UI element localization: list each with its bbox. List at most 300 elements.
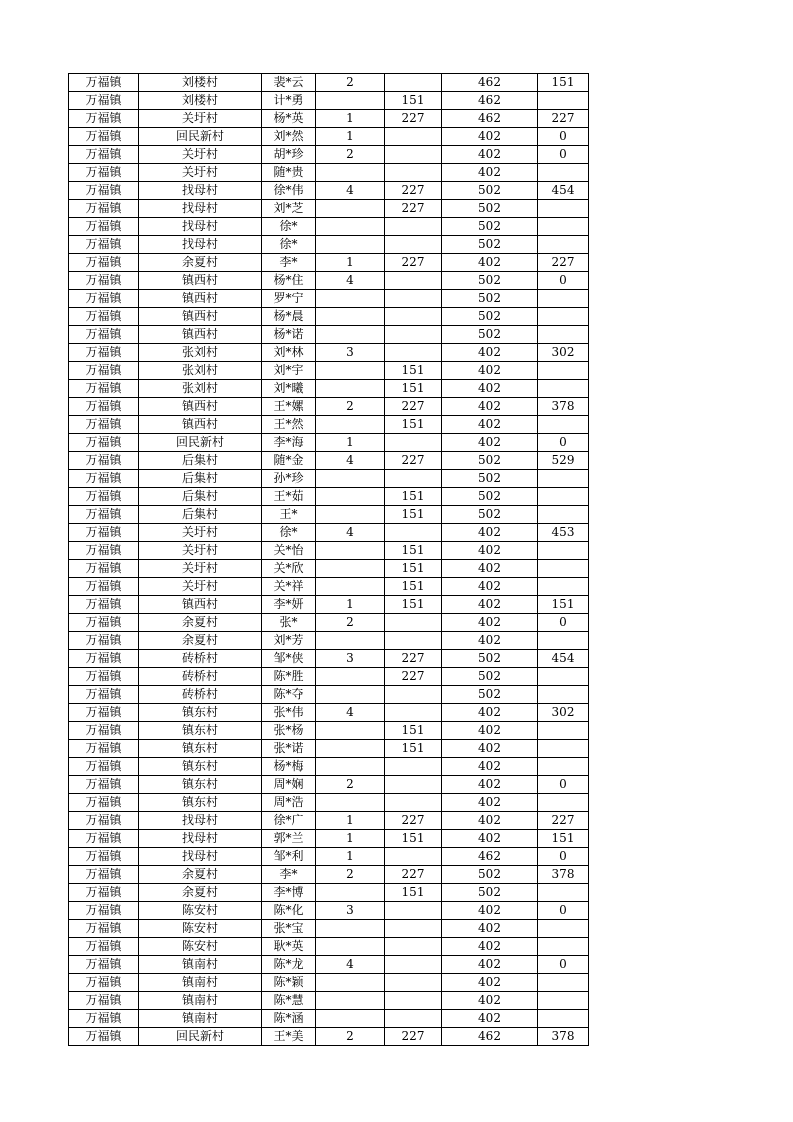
amount-c-cell: 378 [538,866,589,884]
village-cell: 关圩村 [139,146,262,164]
table-row [69,326,589,344]
village-cell: 关圩村 [139,164,262,182]
village-cell: 张刘村 [139,362,262,380]
amount-b-cell: 462 [442,110,538,128]
amount-c-cell [538,362,589,380]
amount-c-cell [538,488,589,506]
amount-c-cell [538,236,589,254]
name-cell: 李*妍 [262,596,316,614]
amount-c-cell [538,1010,589,1028]
amount-b-cell: 402 [442,992,538,1010]
amount-c-cell: 0 [538,956,589,974]
town-cell: 万福镇 [69,668,139,686]
table-row [69,704,589,722]
amount-a-cell: 227 [385,398,442,416]
amount-b-cell: 462 [442,1028,538,1046]
amount-b-cell: 402 [442,776,538,794]
name-cell: 徐*伟 [262,182,316,200]
amount-c-cell: 302 [538,344,589,362]
amount-a-cell: 227 [385,452,442,470]
amount-a-cell [385,128,442,146]
amount-a-cell [385,686,442,704]
amount-a-cell: 151 [385,506,442,524]
name-cell: 徐* [262,218,316,236]
name-cell: 陈*化 [262,902,316,920]
town-cell: 万福镇 [69,596,139,614]
amount-c-cell [538,416,589,434]
amount-b-cell: 462 [442,74,538,92]
amount-a-cell: 227 [385,1028,442,1046]
table-row [69,434,589,452]
amount-c-cell [538,794,589,812]
table-row [69,452,589,470]
town-cell: 万福镇 [69,686,139,704]
amount-b-cell: 402 [442,632,538,650]
table-row [69,182,589,200]
name-cell: 随*金 [262,452,316,470]
village-cell: 镇西村 [139,326,262,344]
amount-a-cell [385,776,442,794]
amount-c-cell [538,200,589,218]
table-row [69,578,589,596]
amount-c-cell: 529 [538,452,589,470]
town-cell: 万福镇 [69,398,139,416]
town-cell: 万福镇 [69,470,139,488]
amount-b-cell: 502 [442,686,538,704]
name-cell: 张*伟 [262,704,316,722]
table-row [69,632,589,650]
name-cell: 徐* [262,236,316,254]
amount-c-cell [538,938,589,956]
table-row [69,128,589,146]
name-cell: 陈*胜 [262,668,316,686]
town-cell: 万福镇 [69,866,139,884]
table-row [69,362,589,380]
amount-a-cell: 151 [385,380,442,398]
amount-b-cell: 462 [442,848,538,866]
table-row [69,416,589,434]
table-row [69,398,589,416]
table-row [69,812,589,830]
amount-a-cell [385,218,442,236]
table-row [69,560,589,578]
name-cell: 刘*曦 [262,380,316,398]
town-cell: 万福镇 [69,794,139,812]
name-cell: 张*宝 [262,920,316,938]
amount-c-cell [538,722,589,740]
household-count-cell [316,542,385,560]
name-cell: 张*杨 [262,722,316,740]
name-cell: 王*茹 [262,488,316,506]
village-cell: 镇南村 [139,956,262,974]
household-count-cell [316,416,385,434]
amount-b-cell: 502 [442,272,538,290]
amount-a-cell [385,434,442,452]
village-cell: 镇西村 [139,416,262,434]
town-cell: 万福镇 [69,218,139,236]
amount-c-cell: 454 [538,650,589,668]
table-row [69,1028,589,1046]
amount-b-cell: 502 [442,200,538,218]
amount-c-cell: 0 [538,128,589,146]
table-row [69,74,589,92]
village-cell: 陈安村 [139,902,262,920]
amount-b-cell: 502 [442,308,538,326]
amount-c-cell [538,884,589,902]
amount-a-cell: 151 [385,578,442,596]
amount-a-cell [385,704,442,722]
town-cell: 万福镇 [69,506,139,524]
town-cell: 万福镇 [69,758,139,776]
town-cell: 万福镇 [69,308,139,326]
household-count-cell [316,668,385,686]
household-count-cell [316,794,385,812]
household-count-cell: 3 [316,902,385,920]
household-count-cell [316,938,385,956]
table-row [69,218,589,236]
amount-a-cell: 227 [385,812,442,830]
amount-c-cell: 0 [538,902,589,920]
amount-a-cell [385,272,442,290]
name-cell: 周*娴 [262,776,316,794]
household-count-cell [316,992,385,1010]
table-row [69,974,589,992]
amount-a-cell: 151 [385,362,442,380]
amount-c-cell [538,218,589,236]
amount-b-cell: 502 [442,182,538,200]
name-cell: 杨*晨 [262,308,316,326]
amount-c-cell [538,560,589,578]
amount-c-cell [538,578,589,596]
amount-a-cell: 151 [385,740,442,758]
amount-b-cell: 402 [442,1010,538,1028]
amount-b-cell: 402 [442,722,538,740]
amount-b-cell: 402 [442,578,538,596]
household-count-cell: 3 [316,344,385,362]
household-count-cell [316,920,385,938]
table-row [69,668,589,686]
town-cell: 万福镇 [69,938,139,956]
village-cell: 关圩村 [139,542,262,560]
amount-c-cell [538,668,589,686]
village-cell: 镇东村 [139,722,262,740]
table-body [69,74,589,1046]
amount-b-cell: 402 [442,794,538,812]
name-cell: 刘*然 [262,128,316,146]
amount-b-cell: 402 [442,416,538,434]
amount-b-cell: 402 [442,380,538,398]
name-cell: 关*祥 [262,578,316,596]
table-row [69,956,589,974]
household-count-cell: 2 [316,866,385,884]
table-row [69,380,589,398]
name-cell: 孙*珍 [262,470,316,488]
table-row [69,884,589,902]
household-count-cell [316,758,385,776]
household-count-cell [316,722,385,740]
table-row [69,272,589,290]
table-row [69,650,589,668]
amount-c-cell [538,686,589,704]
household-count-cell [316,740,385,758]
amount-c-cell: 0 [538,776,589,794]
town-cell: 万福镇 [69,1028,139,1046]
town-cell: 万福镇 [69,74,139,92]
amount-b-cell: 402 [442,920,538,938]
name-cell: 陈*颖 [262,974,316,992]
amount-b-cell: 402 [442,902,538,920]
household-count-cell: 2 [316,1028,385,1046]
town-cell: 万福镇 [69,254,139,272]
amount-b-cell: 402 [442,704,538,722]
table-row [69,290,589,308]
village-cell: 关圩村 [139,578,262,596]
amount-a-cell [385,938,442,956]
amount-b-cell: 462 [442,92,538,110]
table-row [69,164,589,182]
name-cell: 李* [262,254,316,272]
amount-a-cell [385,848,442,866]
village-cell: 回民新村 [139,1028,262,1046]
table-row [69,1010,589,1028]
name-cell: 裴*云 [262,74,316,92]
amount-b-cell: 502 [442,668,538,686]
village-cell: 回民新村 [139,434,262,452]
household-count-cell [316,1010,385,1028]
village-cell: 镇南村 [139,1010,262,1028]
name-cell: 周*浩 [262,794,316,812]
household-count-cell: 4 [316,272,385,290]
town-cell: 万福镇 [69,1010,139,1028]
amount-b-cell: 502 [442,866,538,884]
household-count-cell [316,974,385,992]
town-cell: 万福镇 [69,632,139,650]
amount-a-cell [385,974,442,992]
town-cell: 万福镇 [69,812,139,830]
town-cell: 万福镇 [69,992,139,1010]
amount-b-cell: 502 [442,470,538,488]
town-cell: 万福镇 [69,740,139,758]
household-count-cell: 1 [316,434,385,452]
name-cell: 张*诺 [262,740,316,758]
village-cell: 找母村 [139,830,262,848]
amount-b-cell: 502 [442,218,538,236]
household-count-cell: 1 [316,254,385,272]
amount-b-cell: 402 [442,830,538,848]
amount-c-cell [538,290,589,308]
table-row [69,146,589,164]
name-cell: 关*怡 [262,542,316,560]
amount-c-cell: 151 [538,830,589,848]
amount-a-cell: 227 [385,200,442,218]
amount-c-cell: 0 [538,146,589,164]
town-cell: 万福镇 [69,920,139,938]
table-row [69,866,589,884]
amount-a-cell [385,524,442,542]
amount-c-cell: 0 [538,272,589,290]
amount-b-cell: 402 [442,758,538,776]
town-cell: 万福镇 [69,380,139,398]
name-cell: 刘*宇 [262,362,316,380]
household-count-cell [316,200,385,218]
table-row [69,776,589,794]
amount-c-cell: 0 [538,614,589,632]
name-cell: 陈*夺 [262,686,316,704]
amount-a-cell: 227 [385,668,442,686]
village-cell: 找母村 [139,812,262,830]
amount-c-cell [538,470,589,488]
household-count-cell [316,92,385,110]
village-cell: 张刘村 [139,380,262,398]
amount-a-cell: 227 [385,866,442,884]
household-count-cell: 4 [316,182,385,200]
table-row [69,488,589,506]
table-row [69,740,589,758]
village-cell: 找母村 [139,218,262,236]
town-cell: 万福镇 [69,560,139,578]
amount-c-cell [538,632,589,650]
town-cell: 万福镇 [69,542,139,560]
amount-c-cell: 302 [538,704,589,722]
amount-b-cell: 402 [442,524,538,542]
household-count-cell: 2 [316,146,385,164]
village-cell: 后集村 [139,452,262,470]
name-cell: 陈*涵 [262,1010,316,1028]
amount-c-cell: 378 [538,1028,589,1046]
household-count-cell: 4 [316,704,385,722]
town-cell: 万福镇 [69,902,139,920]
village-cell: 砖桥村 [139,650,262,668]
amount-c-cell: 378 [538,398,589,416]
name-cell: 胡*珍 [262,146,316,164]
table-row [69,830,589,848]
name-cell: 徐*广 [262,812,316,830]
table-row [69,848,589,866]
village-cell: 镇南村 [139,974,262,992]
household-count-cell [316,362,385,380]
amount-a-cell [385,614,442,632]
village-cell: 镇西村 [139,398,262,416]
name-cell: 刘*芳 [262,632,316,650]
name-cell: 王*美 [262,1028,316,1046]
amount-b-cell: 502 [442,506,538,524]
amount-c-cell [538,506,589,524]
name-cell: 李*博 [262,884,316,902]
town-cell: 万福镇 [69,362,139,380]
village-cell: 镇西村 [139,272,262,290]
table-row [69,902,589,920]
name-cell: 王*嫘 [262,398,316,416]
household-count-cell: 4 [316,452,385,470]
amount-c-cell [538,380,589,398]
town-cell: 万福镇 [69,164,139,182]
table-row [69,758,589,776]
village-cell: 余夏村 [139,254,262,272]
village-cell: 镇东村 [139,758,262,776]
name-cell: 李*海 [262,434,316,452]
household-count-cell: 4 [316,524,385,542]
town-cell: 万福镇 [69,416,139,434]
table-row [69,938,589,956]
amount-b-cell: 402 [442,164,538,182]
household-count-cell [316,290,385,308]
village-cell: 刘楼村 [139,92,262,110]
household-count-cell: 2 [316,398,385,416]
name-cell: 刘*芝 [262,200,316,218]
amount-b-cell: 402 [442,614,538,632]
town-cell: 万福镇 [69,110,139,128]
table-row [69,614,589,632]
household-count-cell [316,488,385,506]
name-cell: 郭*兰 [262,830,316,848]
name-cell: 计*勇 [262,92,316,110]
amount-b-cell: 402 [442,740,538,758]
town-cell: 万福镇 [69,128,139,146]
amount-a-cell [385,236,442,254]
town-cell: 万福镇 [69,146,139,164]
village-cell: 砖桥村 [139,686,262,704]
name-cell: 关*欣 [262,560,316,578]
town-cell: 万福镇 [69,434,139,452]
household-count-cell: 1 [316,596,385,614]
town-cell: 万福镇 [69,290,139,308]
amount-a-cell: 227 [385,254,442,272]
name-cell: 杨*诺 [262,326,316,344]
amount-b-cell: 402 [442,956,538,974]
town-cell: 万福镇 [69,524,139,542]
amount-c-cell: 227 [538,110,589,128]
amount-a-cell: 227 [385,182,442,200]
town-cell: 万福镇 [69,182,139,200]
amount-a-cell [385,794,442,812]
amount-b-cell: 402 [442,974,538,992]
household-count-cell [316,470,385,488]
name-cell: 杨*住 [262,272,316,290]
amount-a-cell [385,992,442,1010]
amount-c-cell: 0 [538,848,589,866]
town-cell: 万福镇 [69,452,139,470]
table-row [69,236,589,254]
name-cell: 杨*梅 [262,758,316,776]
town-cell: 万福镇 [69,272,139,290]
name-cell: 徐* [262,524,316,542]
village-cell: 镇南村 [139,992,262,1010]
amount-c-cell [538,992,589,1010]
amount-b-cell: 402 [442,254,538,272]
village-cell: 后集村 [139,488,262,506]
table-row [69,596,589,614]
village-cell: 镇东村 [139,794,262,812]
amount-c-cell [538,758,589,776]
household-count-cell [316,164,385,182]
amount-c-cell [538,542,589,560]
village-cell: 后集村 [139,470,262,488]
name-cell: 李* [262,866,316,884]
name-cell: 邹*侠 [262,650,316,668]
village-cell: 找母村 [139,236,262,254]
household-count-cell: 1 [316,812,385,830]
name-cell: 耿*英 [262,938,316,956]
amount-a-cell [385,146,442,164]
name-cell: 王*然 [262,416,316,434]
table-row [69,506,589,524]
amount-c-cell [538,740,589,758]
town-cell: 万福镇 [69,488,139,506]
town-cell: 万福镇 [69,614,139,632]
amount-a-cell: 151 [385,488,442,506]
village-cell: 镇西村 [139,596,262,614]
name-cell: 刘*林 [262,344,316,362]
